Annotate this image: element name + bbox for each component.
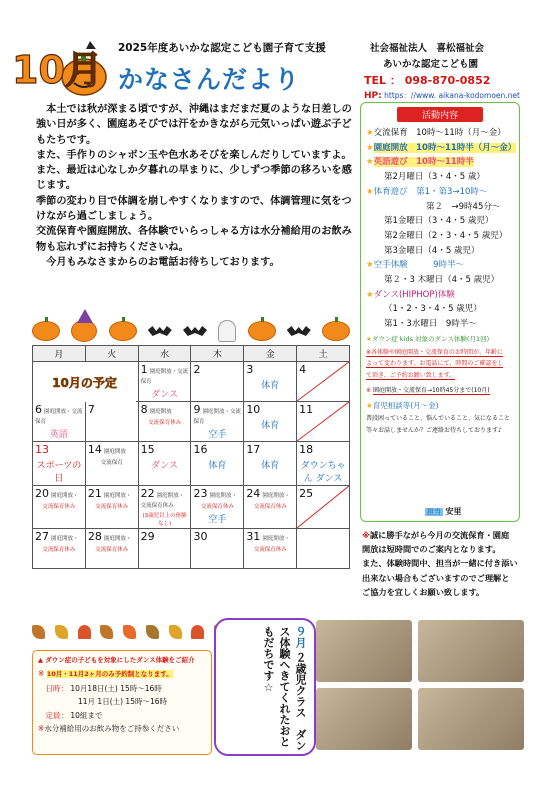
- pumpkin-icon: [109, 321, 137, 341]
- calendar-day-cell: [191, 402, 244, 442]
- day-small-note: 園庭開放・交流保育休み: [140, 493, 185, 509]
- calendar-day-cell: [33, 529, 86, 569]
- contact-label: 担当: [427, 508, 441, 516]
- calendar-day-cell: [138, 486, 191, 529]
- contact-name: 安里: [445, 507, 462, 516]
- activity-text: 第２・3 木曜日（4・5 歳児）: [384, 275, 500, 286]
- notice-line: ご協力を宜しくお願い致します。: [362, 586, 485, 597]
- ghost-icon: [218, 320, 236, 342]
- day-number: 22: [140, 487, 155, 500]
- activity-text: 第2金曜日（2・3・4・5 歳児）: [384, 230, 508, 241]
- calendar-banner-text: 10月の予定: [52, 375, 117, 390]
- day-event: 体育: [208, 461, 227, 471]
- shoe-icon: ▲: [38, 656, 43, 664]
- witch-pumpkin-icon: [71, 320, 97, 342]
- day-small-note: 園庭開放: [149, 409, 172, 415]
- day-event: 体育: [261, 381, 280, 391]
- day-small-note: 園庭開放・交流保育: [35, 409, 83, 425]
- asterisk-icon: ※: [362, 530, 370, 540]
- day-number: 6: [35, 403, 42, 416]
- header-subtitle: 2025年度あいかな認定こども園子育て支援: [118, 42, 326, 54]
- day-number: 31: [246, 530, 261, 543]
- day-small-note: 園庭開放・: [51, 493, 79, 499]
- calendar-week-row: [33, 442, 350, 486]
- weekday-mon: 月: [33, 346, 86, 362]
- activity-line: [366, 170, 514, 185]
- day-number: 29: [140, 530, 155, 543]
- day-number: 25: [299, 487, 314, 500]
- activity-line: [366, 273, 514, 288]
- activity-line: [366, 317, 514, 332]
- day-number: 9: [193, 403, 201, 416]
- halloween-decoration-row: [32, 318, 350, 344]
- star-icon: ★: [366, 260, 374, 271]
- day-number: 3: [246, 363, 254, 376]
- day-sub-event: 交流保育休み: [95, 504, 129, 510]
- calendar-day-cell: [244, 362, 297, 402]
- day-small-note: 園庭開放・交流保育: [193, 409, 241, 425]
- calendar-day-cell: [244, 402, 297, 442]
- notice-line: 出来ない場合もございますのでご理解と: [362, 572, 510, 583]
- activity-text: ダンス(HIPHOP)体験: [373, 289, 455, 300]
- dance-date1: 日時： 10月18日(土) 15時〜16時: [45, 683, 162, 693]
- activity-text: 交流保育 10時〜11時（月〜金）: [373, 128, 506, 138]
- activity-line: [366, 200, 514, 215]
- calendar-day-cell: [191, 529, 244, 569]
- day-number: 27: [35, 530, 49, 543]
- dance-heading: ▲ ダウン症の子どもを対象にしたダンス体験をご紹介: [38, 656, 195, 664]
- day-number: 30: [193, 530, 208, 543]
- calendar-day-cell: [85, 402, 138, 442]
- day-event: 体育: [261, 421, 280, 431]
- consult-title: ★育児相談等(月〜金): [366, 400, 439, 410]
- calendar-day-cell: [85, 529, 138, 569]
- dance-experience-box: [32, 650, 212, 755]
- day-sub-event: 交流保育: [100, 460, 123, 466]
- weekday-fri: 金: [244, 346, 297, 362]
- activity-text: 空手体験 9時半〜: [373, 260, 465, 271]
- activity-line: [366, 155, 514, 170]
- activity-text: 体育遊び 第1・第3→10時〜: [373, 186, 488, 197]
- pumpkin-icon: [32, 321, 60, 341]
- day-event: 英語: [49, 430, 68, 440]
- weekday-tue: 火: [85, 346, 138, 362]
- day-number: 8: [140, 403, 148, 416]
- mushroom-icon: [191, 625, 204, 639]
- day-event: ダンス: [151, 461, 178, 471]
- day-number: 28: [87, 530, 102, 543]
- calendar-week-row: [33, 402, 350, 442]
- day-small-note: 園庭開放・: [209, 493, 237, 499]
- day-number: 7: [87, 403, 95, 416]
- activities-box: [360, 102, 520, 522]
- star-icon: ★: [366, 400, 373, 410]
- pumpkin-icon: [322, 321, 350, 341]
- hp-url[interactable]: https：//www. aikana-kodomoen.net: [384, 91, 520, 100]
- activity-text: 英語遊び 10時〜11時半: [373, 157, 474, 168]
- activity-line: [366, 288, 514, 303]
- month-logo: [10, 35, 110, 105]
- pumpkin-icon: [248, 321, 276, 341]
- calendar-day-cell: [85, 486, 138, 529]
- day-number: 13: [35, 443, 49, 456]
- closed-day-slash: [297, 362, 349, 401]
- calendar-day-cell: [297, 442, 350, 486]
- activity-line: [366, 258, 514, 273]
- contact-person: [425, 506, 462, 517]
- intro-paragraph: また、最近は心なしか夕暮れの早まりに、少しずつ季節の移ろいを感じます。: [36, 165, 352, 192]
- activity-line: [366, 126, 514, 141]
- dance-water-note: ※水分補給用のお飲み物をご持参ください: [38, 724, 180, 733]
- day-number: 1: [140, 363, 148, 376]
- intro-paragraph: 本土では秋が深まる頃ですが、沖縄はまだまだ夏のような日差しの強い日が多く、園庭あそびでは汗をかきながら元気いっぱい遊ぶ子どもたちです。: [36, 104, 352, 146]
- calendar-week-row: [33, 529, 350, 569]
- day-sub-event: 交流保育休み: [253, 547, 287, 553]
- bat-icon: [287, 326, 311, 336]
- homepage: [364, 90, 520, 101]
- september-bubble: [214, 618, 316, 756]
- calendar-day-cell: [85, 442, 138, 486]
- bat-icon: [183, 326, 207, 336]
- activities-list: [366, 126, 517, 332]
- closed-day-slash: [297, 402, 349, 441]
- calendar-day-cell: [191, 362, 244, 402]
- day-small-note: 園庭開放・: [262, 536, 290, 542]
- calendar-day-cell: [244, 486, 297, 529]
- calendar-day-cell: [33, 486, 86, 529]
- organization-name: 社会福祉法人 喜松福祉会: [370, 43, 485, 54]
- dance-month-line: ※ 10月・11月2ヶ月のみ予約制となります。: [38, 669, 173, 678]
- activities-note: よって変わります。お電話にて、時間のご確認をし: [366, 360, 504, 368]
- calendar-day-cell: [244, 442, 297, 486]
- day-number: 24: [246, 487, 261, 500]
- day-sub-event: 交流保育休み: [95, 547, 129, 553]
- day-sub-event: (3歳児以上の体験なし): [142, 513, 187, 527]
- intro-paragraph: 交流保育や園庭開放、各体験でいらっしゃる方は水分補給用のお飲み物も忘れずにお持ちくださいね。: [36, 226, 352, 253]
- star-icon: ★: [366, 334, 372, 343]
- day-number: 4: [299, 363, 307, 376]
- calendar-day-cell: [191, 442, 244, 486]
- day-small-note: 園庭開放・: [262, 493, 290, 499]
- tel-label: TEL ：: [364, 74, 401, 87]
- closed-day-slash: [297, 486, 349, 528]
- star-icon: ★: [366, 157, 374, 168]
- day-number: 16: [193, 443, 208, 456]
- weekday-header-row: [33, 346, 350, 362]
- star-icon: ★: [366, 128, 374, 138]
- ginkgo-icon: [169, 625, 182, 639]
- notice-line: 開放は短時間でのご案内となります。: [362, 544, 501, 555]
- day-number: 2: [193, 363, 201, 376]
- activity-line: [366, 214, 514, 229]
- star-icon: ★: [366, 186, 374, 197]
- day-number: 15: [140, 443, 155, 456]
- change-note: ※ 園庭開放・交流保育→10時45分まで(10月): [366, 387, 490, 395]
- school-name: あいかな認定こども園: [383, 59, 479, 70]
- calendar-day-cell: [138, 402, 191, 442]
- calendar-day-cell: [297, 529, 350, 569]
- activity-line: [366, 141, 517, 156]
- day-event: スポーツの日: [36, 461, 82, 484]
- calendar-banner: [33, 362, 136, 402]
- dance-photo: [316, 688, 412, 750]
- day-small-note: 園庭開放・交流保育: [140, 369, 189, 385]
- intro-paragraph: また、手作りのシャボン玉や色水あそびを楽しんだりしていますよ。: [36, 149, 352, 161]
- leaf-icon: [146, 625, 159, 639]
- activity-text: 第1・3水曜日 9時半〜: [384, 319, 477, 330]
- day-number: 21: [87, 487, 102, 500]
- day-number: 10: [246, 403, 261, 416]
- activity-text: 第3金曜日（4・5 歳児）: [384, 245, 480, 256]
- calendar-week-row: [33, 486, 350, 529]
- dance-photo: [418, 688, 524, 750]
- day-sub-event: 交流保育休み: [42, 547, 76, 553]
- dance-capacity: 定員： 10組まで: [45, 710, 103, 720]
- activity-text: 第2月曜日（3・4・5 歳）: [384, 172, 485, 183]
- calendar-day-cell: [138, 362, 191, 402]
- calendar-day-cell: [297, 486, 350, 529]
- day-event: 空手: [208, 430, 227, 440]
- bubble-text: ９月 ２歳児クラス ダンス体験へきてくれたおともだちです☆: [262, 626, 307, 751]
- notice-line: また、体験時間中、担当が一緒に付き添い: [362, 558, 518, 569]
- activity-text: （1・2・3・4・5 歳児）: [384, 304, 482, 315]
- notice-line: ※誠に勝手ながら今月の交流保育・園庭: [362, 530, 510, 540]
- day-event: 空手: [208, 515, 227, 525]
- day-event: ダンス: [151, 390, 178, 400]
- calendar-day-cell: [191, 486, 244, 529]
- day-sub-event: 交流保育休み: [253, 504, 287, 510]
- slash-line: [297, 362, 349, 401]
- consult-text: 普段困っていること、悩んでいること、気になること: [366, 415, 511, 423]
- day-sub-event: 交流保育休み: [200, 504, 234, 510]
- star-icon: ★: [366, 289, 374, 300]
- note-mark-icon: ※: [366, 387, 372, 395]
- activities-title: 活動内容: [397, 107, 483, 122]
- hp-label: HP:: [364, 91, 382, 101]
- day-number: 14: [87, 443, 102, 456]
- consult-text: 等々お話しませんか？ご連絡お待ちしております♪: [366, 426, 502, 434]
- logo-month-text: 10月: [12, 48, 103, 92]
- weekday-sat: 土: [297, 346, 350, 362]
- autumn-leaves-row: [32, 620, 227, 644]
- calendar-day-cell: [138, 529, 191, 569]
- asterisk-icon: ※: [38, 724, 45, 733]
- day-number: 17: [246, 443, 261, 456]
- weekday-wed: 水: [138, 346, 191, 362]
- star-icon: ★: [366, 142, 374, 153]
- leaf-icon: [55, 625, 68, 639]
- day-event: 体育: [261, 461, 280, 471]
- day-small-note: 園庭開放・: [51, 536, 79, 542]
- activity-line: [366, 229, 514, 244]
- calendar-day-cell: [33, 402, 86, 442]
- day-small-note: 園庭開放: [103, 449, 126, 455]
- bat-icon: [148, 326, 172, 336]
- activity-line: [366, 244, 514, 259]
- day-small-note: 園庭開放・: [103, 493, 132, 499]
- slash-line: [297, 486, 349, 528]
- notice-text: [362, 528, 532, 599]
- telephone: [364, 72, 490, 88]
- newsletter-title: かなさんだより: [118, 65, 301, 94]
- slash-line: [297, 402, 349, 441]
- dance-photo: [418, 620, 524, 682]
- intro-message: [36, 102, 358, 270]
- calendar-day-cell: [244, 529, 297, 569]
- day-number: 23: [193, 487, 208, 500]
- intro-paragraph: 季節の変わり目で体調を崩しやすくなりますので、体調管理に気をつけながら過ごしましょう。: [36, 195, 352, 223]
- weekday-thu: 木: [191, 346, 244, 362]
- activity-text: 第２ →9時45分〜: [426, 201, 501, 212]
- activities-note: て頂き、ご予約お願い致します。: [366, 371, 456, 379]
- activity-text: 第1金曜日（3・4・5 歳児）: [384, 216, 494, 227]
- activity-text: 園庭開放 10時〜11時半（月〜金）: [373, 142, 517, 153]
- intro-paragraph: 今月もみなさまからのお電話お待ちしております。: [36, 256, 280, 268]
- dance-date2: 11月 1日(土) 15時〜16時: [78, 697, 168, 706]
- down-syndrome-dance-line: ★ダウン症 kids 対象のダンス体験(月1回): [366, 334, 490, 343]
- activity-line: [366, 185, 514, 200]
- day-sub-event: 交流保育休み: [148, 420, 182, 426]
- mushroom-icon: [78, 625, 91, 639]
- day-number: 18: [299, 443, 314, 456]
- calendar-day-cell: [33, 442, 86, 486]
- day-sub-event: 交流保育休み: [42, 504, 76, 510]
- day-number: 20: [35, 487, 49, 500]
- acorn-icon: [32, 625, 45, 639]
- day-event: ダウンちゃん ダンス: [300, 461, 346, 484]
- acorn-icon: [100, 625, 113, 639]
- calendar-day-cell: [297, 402, 350, 442]
- dance-photo: [316, 620, 412, 682]
- activities-note: ※各体験や園庭開放・交流保育のお時間が、年齢に: [366, 348, 504, 356]
- day-number: 11: [299, 403, 314, 416]
- calendar-day-cell: [138, 442, 191, 486]
- maple-leaf-icon: [123, 625, 136, 639]
- calendar-day-cell: [297, 362, 350, 402]
- tel-number: 098-870-0852: [404, 74, 491, 87]
- activity-line: [366, 302, 514, 317]
- asterisk-icon: ※: [38, 669, 45, 678]
- day-small-note: 園庭開放・: [103, 536, 132, 542]
